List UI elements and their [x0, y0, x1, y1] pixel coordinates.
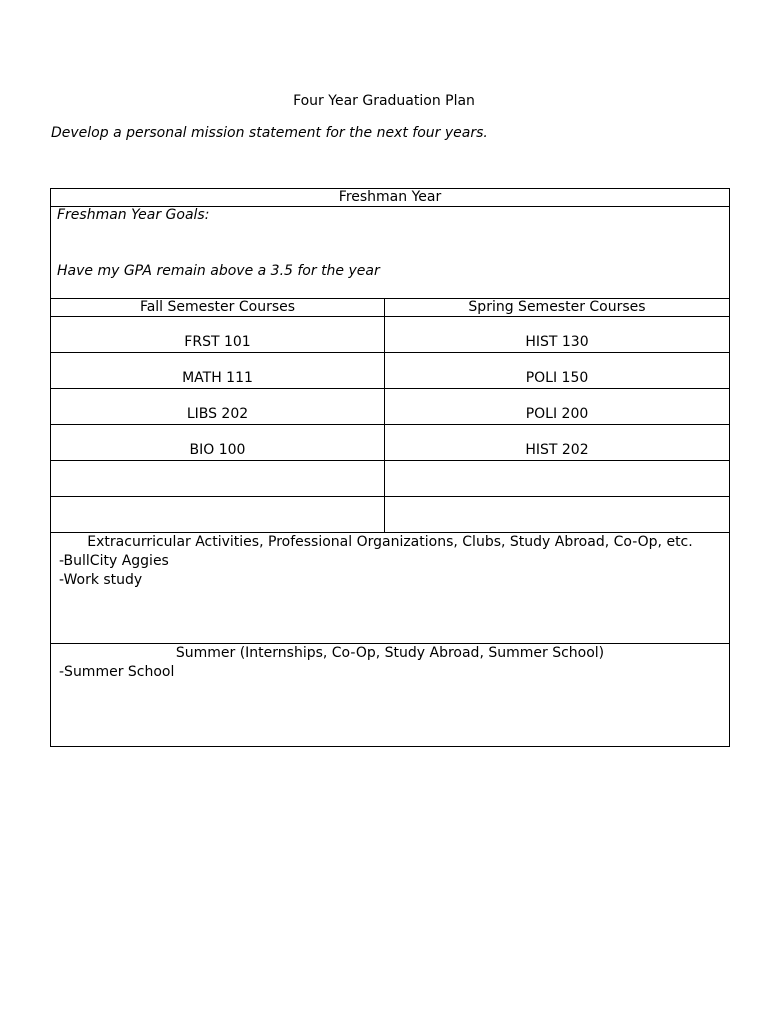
course-row: [51, 425, 730, 461]
spring-course-cell[interactable]: [385, 425, 730, 461]
fall-course: FRST 101: [184, 334, 251, 350]
spring-course: POLI 150: [525, 370, 589, 386]
goals-text: Have my GPA remain above a 3.5 for the year: [57, 263, 380, 279]
year-header: Freshman Year: [51, 189, 730, 207]
course-row: [51, 389, 730, 425]
course-row: [51, 497, 730, 533]
fall-course-cell[interactable]: [51, 353, 385, 389]
course-row: [51, 353, 730, 389]
spring-course-cell[interactable]: [385, 317, 730, 353]
fall-course: MATH 111: [182, 370, 253, 386]
fall-course-cell[interactable]: [51, 497, 385, 533]
goals-cell[interactable]: [51, 207, 730, 299]
spring-semester-header: Spring Semester Courses: [385, 299, 730, 317]
course-row: [51, 317, 730, 353]
spring-course-cell[interactable]: [385, 389, 730, 425]
summer-title: Summer (Internships, Co-Op, Study Abroad, Summer School): [175, 645, 605, 661]
spring-course-cell[interactable]: [385, 461, 730, 497]
fall-course-cell[interactable]: [51, 389, 385, 425]
spring-course-cell[interactable]: [385, 497, 730, 533]
fall-course-cell[interactable]: [51, 461, 385, 497]
fall-course-cell[interactable]: [51, 425, 385, 461]
course-row: [51, 461, 730, 497]
goals-label: Freshman Year Goals:: [57, 207, 210, 223]
fall-course-cell[interactable]: [51, 317, 385, 353]
freshman-plan-table: [50, 188, 730, 747]
spring-course: POLI 200: [525, 406, 589, 422]
extracurricular-title: Extracurricular Activities, Professional Organizations, Clubs, Study Abroad, Co-Op, etc.: [87, 534, 693, 550]
document-title: Four Year Graduation Plan: [293, 93, 475, 109]
summer-cell[interactable]: [51, 644, 730, 747]
spring-course: HIST 130: [525, 334, 589, 350]
fall-course: BIO 100: [189, 442, 246, 458]
fall-course: LIBS 202: [186, 406, 249, 422]
fall-semester-header: Fall Semester Courses: [51, 299, 385, 317]
spring-course-cell[interactable]: [385, 353, 730, 389]
spring-course: HIST 202: [525, 442, 589, 458]
extracurricular-item: -BullCity Aggies: [59, 553, 169, 569]
mission-prompt: Develop a personal mission statement for the next four years.: [51, 125, 488, 141]
extracurricular-item: -Work study: [59, 572, 143, 588]
extracurricular-cell[interactable]: [51, 533, 730, 644]
summer-item: -Summer School: [59, 664, 175, 680]
